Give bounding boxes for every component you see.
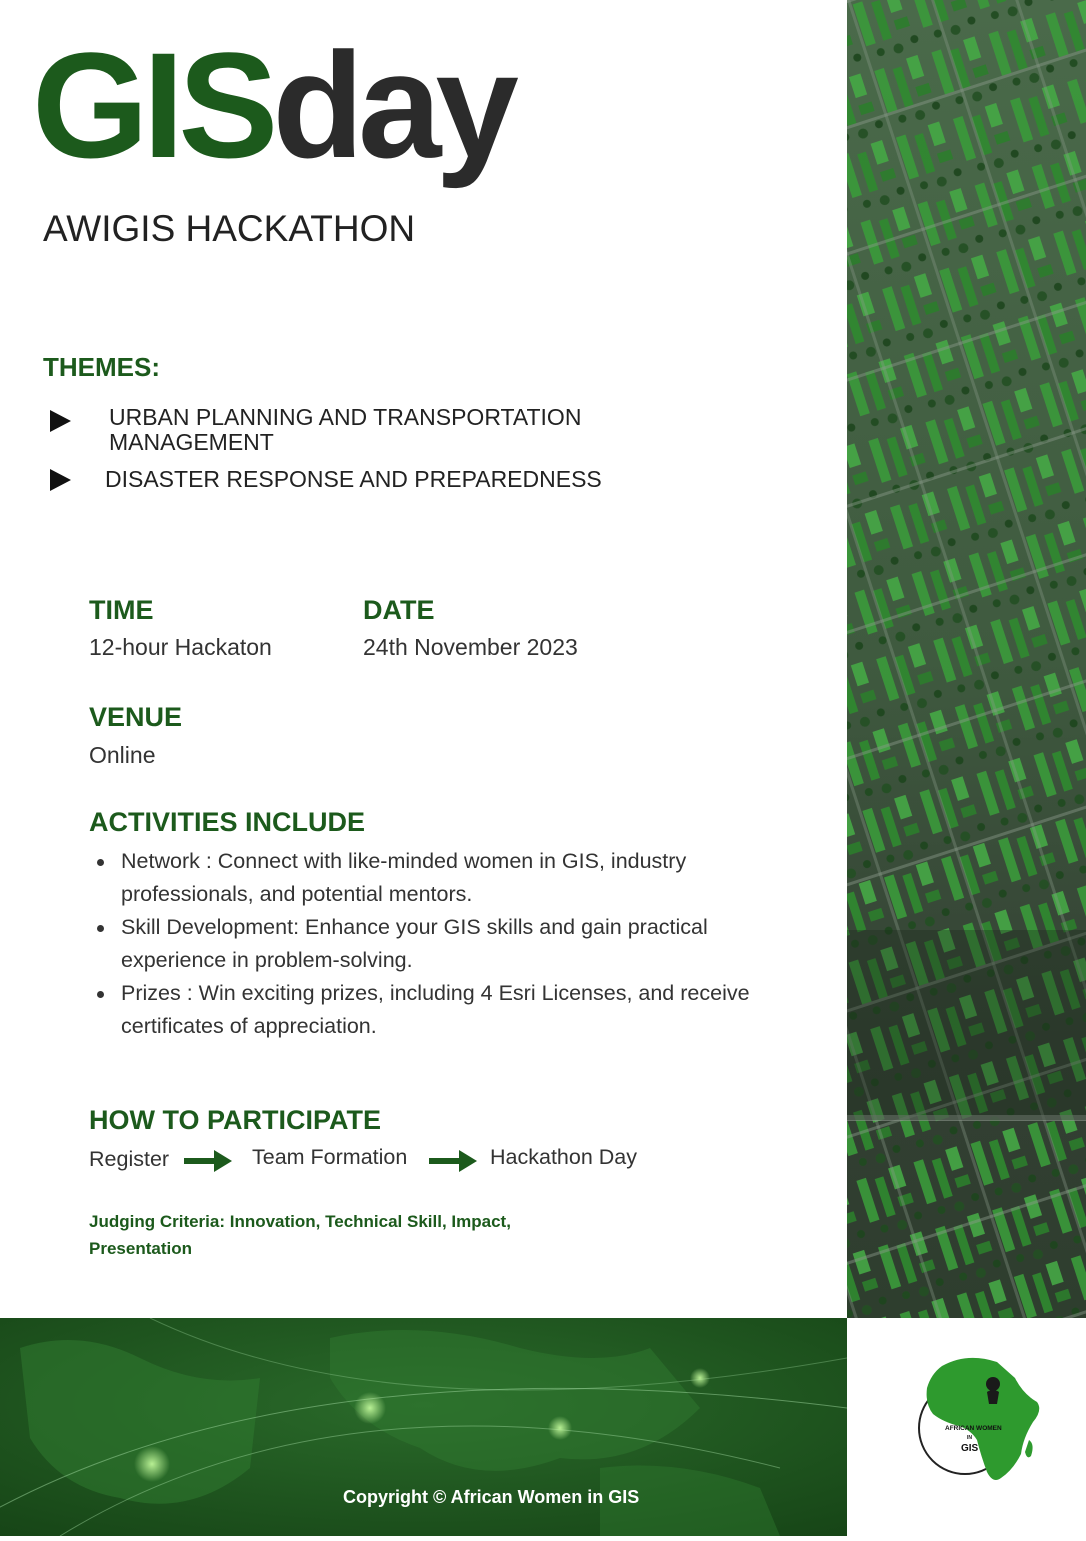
judging-criteria: Judging Criteria: Innovation, Technical Skill, Impact, Presentation	[89, 1212, 511, 1258]
step-hackathon-day: Hackathon Day	[490, 1145, 637, 1169]
event-title	[32, 21, 513, 189]
activity-text: Prizes : Win exciting prizes, including 4 Esri Licenses, and receive certificates of appreciation.	[121, 981, 750, 1038]
awigis-logo	[847, 1318, 1086, 1536]
theme-line: URBAN PLANNING AND TRANSPORTATION	[109, 404, 582, 430]
activities-list	[95, 845, 785, 1043]
date-heading: DATE	[363, 595, 435, 625]
list-item	[95, 911, 785, 977]
aerial-city-image	[847, 0, 1086, 1318]
activity-text: Network : Connect with like-minded women in GIS, industry professionals, and potential mentors.	[121, 849, 687, 906]
list-item	[95, 845, 785, 911]
africa-logo-icon	[847, 1318, 1086, 1536]
theme-item	[50, 467, 670, 497]
list-item	[95, 977, 785, 1043]
arrow-right-icon	[184, 1150, 232, 1172]
title-gis: GIS	[32, 21, 273, 189]
theme-line: DISASTER RESPONSE AND PREPAREDNESS	[105, 466, 602, 492]
bullet-icon	[97, 991, 104, 998]
title-day: day	[272, 21, 513, 189]
step-register: Register	[89, 1147, 170, 1171]
venue-heading: VENUE	[89, 702, 183, 732]
participate-heading: HOW TO PARTICIPATE	[89, 1105, 381, 1135]
step-team-formation: Team Formation	[252, 1145, 408, 1169]
logo-text: AFRICAN WOMEN	[945, 1425, 1002, 1432]
theme-item	[50, 405, 670, 459]
event-subtitle: AWIGIS HACKATHON	[43, 208, 416, 249]
bullet-icon	[97, 859, 104, 866]
bullet-icon	[97, 925, 104, 932]
activity-text: Skill Development: Enhance your GIS skills and gain practical experience in problem-solving.	[121, 915, 708, 972]
arrow-right-icon	[429, 1150, 477, 1172]
themes-heading: THEMES:	[43, 352, 160, 382]
play-triangle-icon	[50, 469, 71, 491]
venue-value: Online	[89, 742, 156, 768]
activities-heading: ACTIVITIES INCLUDE	[89, 807, 366, 837]
play-triangle-icon	[50, 410, 71, 432]
aerial-city-map	[847, 0, 1086, 1318]
copyright-text: Copyright © African Women in GIS	[343, 1487, 640, 1507]
logo-text: GIS	[961, 1443, 979, 1454]
time-value: 12-hour Hackaton	[89, 634, 272, 660]
logo-text: IN	[967, 1435, 972, 1441]
date-value: 24th November 2023	[363, 634, 578, 660]
theme-line: MANAGEMENT	[109, 429, 274, 455]
time-heading: TIME	[89, 595, 154, 625]
